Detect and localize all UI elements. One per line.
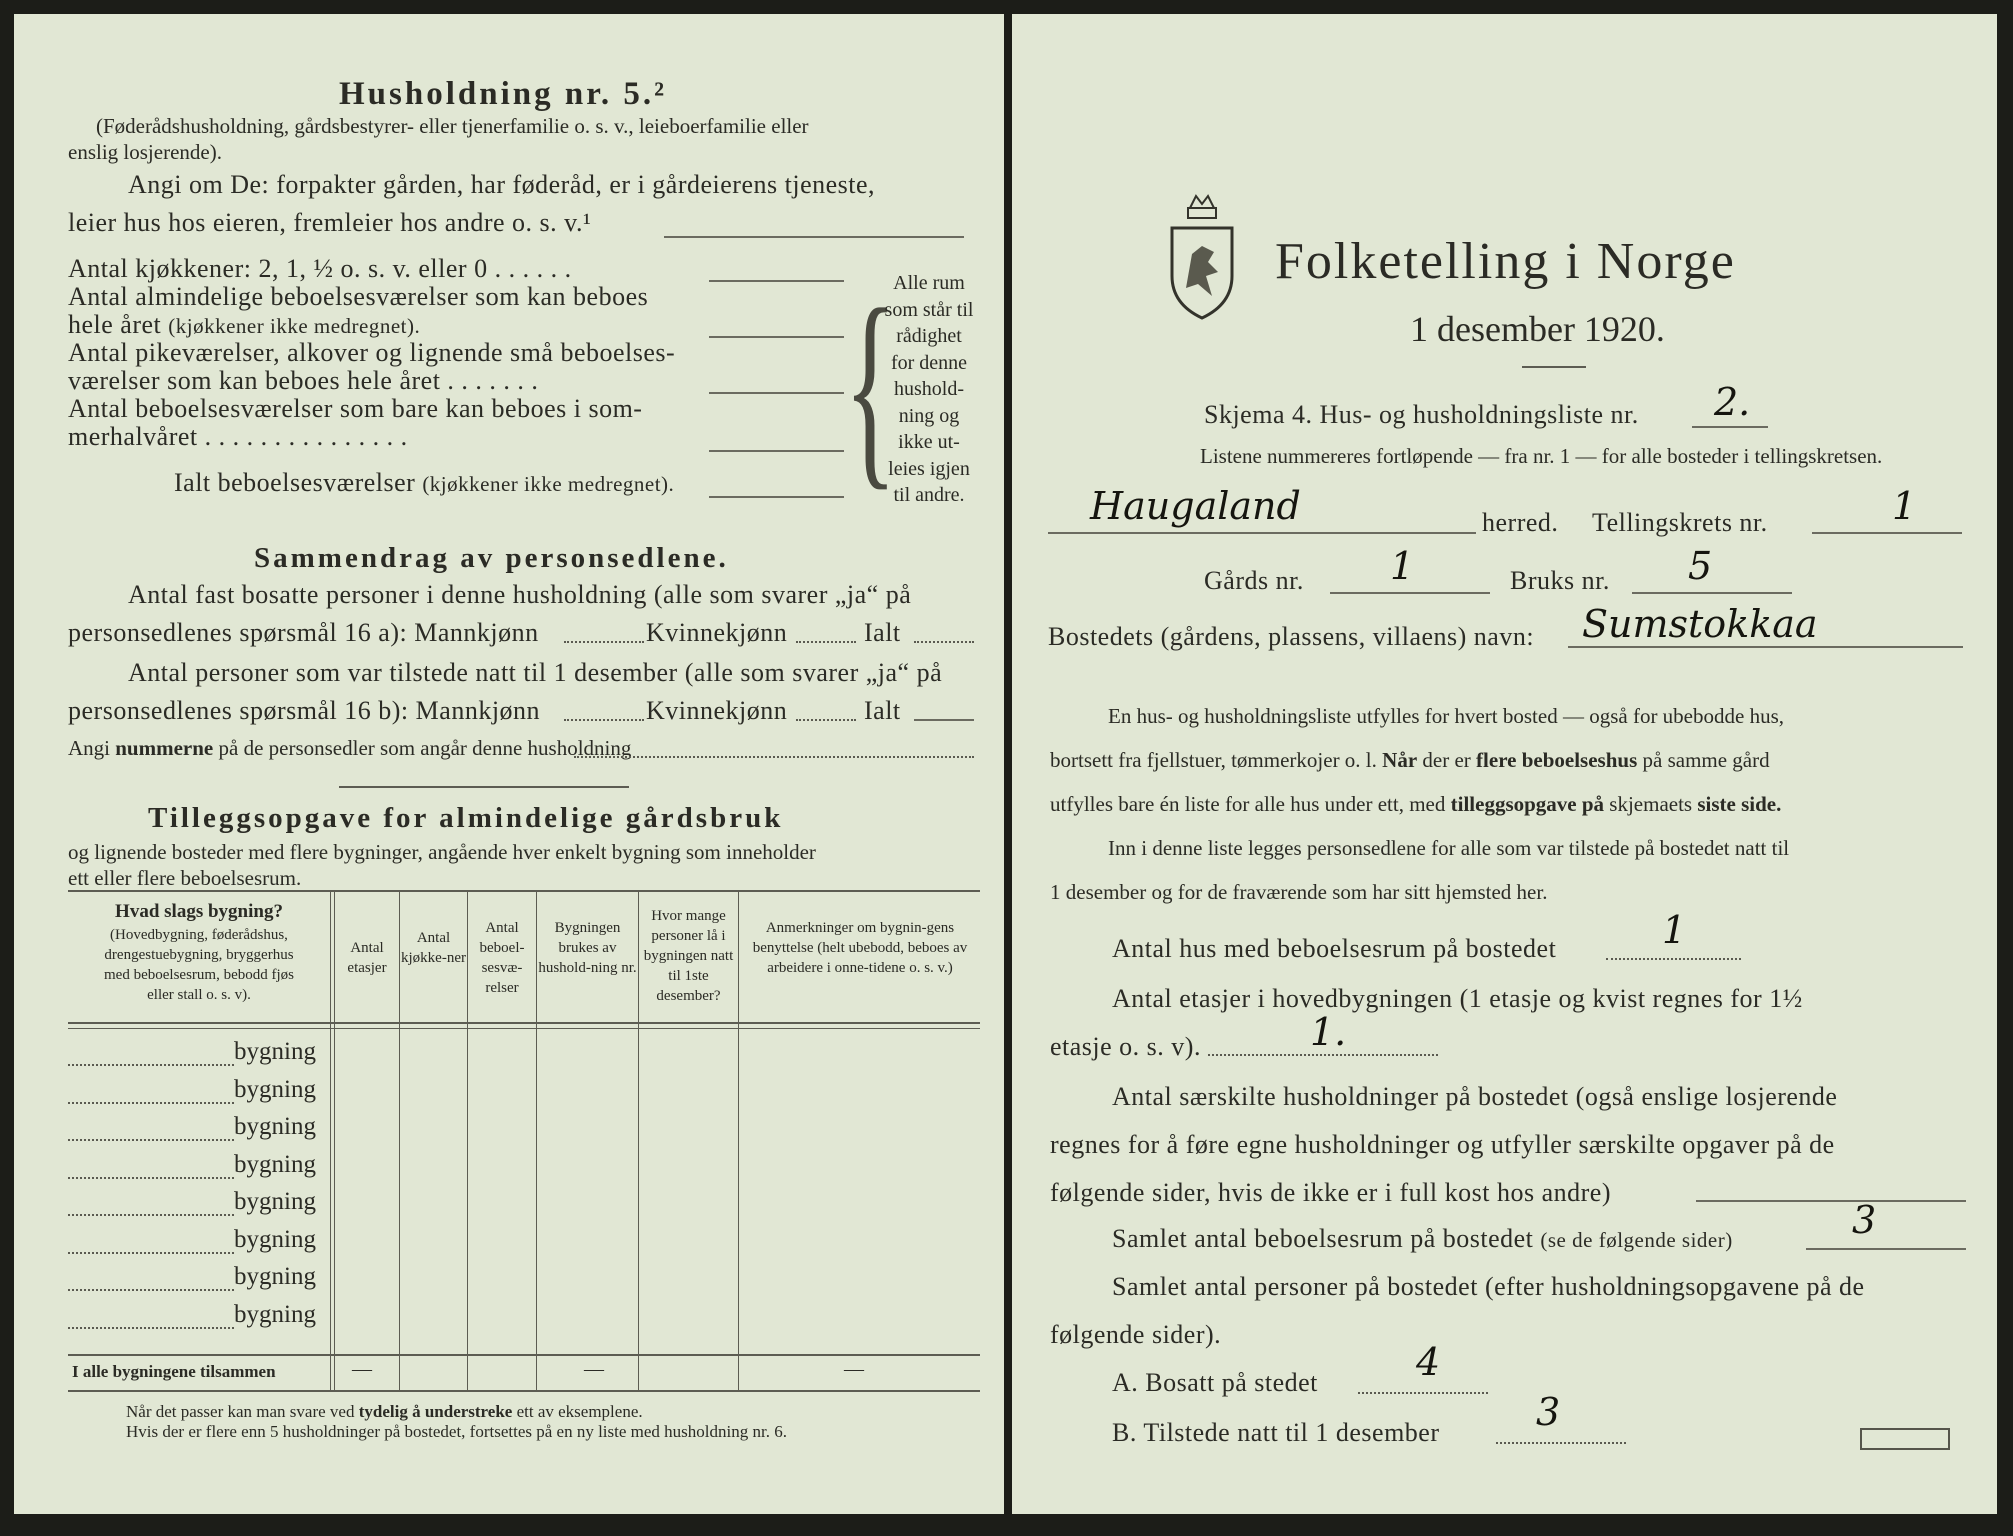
building-type-field[interactable] [68, 1214, 234, 1216]
row-label: bygning [234, 1113, 316, 1140]
pike-field[interactable] [709, 392, 844, 394]
bosted-field[interactable] [1568, 646, 1963, 648]
tilstede-label: B. Tilstede natt til 1 desember [1112, 1418, 1440, 1447]
building-type-field[interactable] [68, 1252, 234, 1254]
tilstede-kvinne-label: Kvinnekjønn [646, 696, 788, 725]
tellingskrets-value: 1 [1892, 484, 1917, 528]
brace-symbol: { [844, 264, 897, 508]
col-husholdning-header: Bygningen brukes av hushold-ning nr. [538, 920, 637, 976]
title-divider [1522, 366, 1586, 368]
row-label: bygning [234, 1075, 316, 1103]
table-bottom-rule [68, 1390, 980, 1392]
col-personer-header: Hvor mange personer lå i bygningen natt til 1ste desember? [643, 908, 734, 1004]
tillegg-title: Tilleggsopgave for almindelige gårdsbruk [148, 802, 784, 834]
fast-line-2: personsedlenes spørsmål 16 a): Mannkjønn [68, 618, 539, 647]
sommer-label-2: merhalvåret . . . . . . . . . . . . . . . [68, 422, 408, 451]
coat-of-arms-icon [1162, 192, 1242, 322]
tilstede-value: 3 [1536, 1390, 1561, 1434]
skjema-field[interactable] [1692, 426, 1768, 428]
fast-line-1: Antal fast bosatte personer i denne husholdning (alle som svarer „ja“ på [128, 580, 912, 609]
row-label: bygning [234, 1225, 316, 1253]
angi-line-2: leier hus hos eieren, fremleier hos andre o. s. v.¹ [68, 208, 592, 237]
instruction-line-5: 1 desember og for de fraværende som har sitt hjemsted her. [1050, 880, 1548, 904]
samlet-pers-label-2: følgende sider). [1050, 1320, 1222, 1349]
bosted-value: Sumstokkaa [1582, 602, 1818, 646]
main-title: Folketelling i Norge [1275, 233, 1736, 290]
kjokkener-label: Antal kjøkkener: 2, 1, ½ o. s. v. eller 0 . . . . . . [68, 254, 572, 283]
kjokkener-field[interactable] [709, 280, 844, 282]
tilstede-field[interactable] [1496, 1442, 1626, 1444]
right-page [1012, 14, 1997, 1514]
sammendrag-title: Sammendrag av personsedlene. [254, 542, 729, 574]
tellingskrets-field[interactable] [1812, 532, 1962, 534]
husholdning-note: (Føderådshusholdning, gårdsbestyrer- eller tjenerfamilie o. s. v., leieboerfamilie eller [96, 114, 809, 138]
bruks-label: Bruks nr. [1510, 566, 1610, 595]
instruction-line-1: En hus- og husholdningsliste utfylles for hvert bosted — også for ubebodde hus, [1108, 704, 1784, 728]
fast-mann-field[interactable] [564, 641, 644, 643]
tilstede-ialt-field[interactable] [914, 719, 974, 721]
table-header-rule [68, 1022, 980, 1024]
building-type-field[interactable] [68, 1064, 234, 1066]
bruks-field[interactable] [1632, 592, 1792, 594]
footer-note-2: Hvis der er flere enn 5 husholdninger på bostedet, fortsettes på en ny liste med husholdning nr. 6. [126, 1422, 787, 1441]
tillegg-note: og lignende bosteder med flere bygninger, angående hver enkelt bygning som inneholder [68, 840, 816, 864]
antal-hus-label: Antal hus med beboelsesrum på bostedet [1112, 934, 1557, 963]
building-type-field[interactable] [68, 1102, 234, 1104]
table-header-rule-2 [68, 1028, 980, 1029]
samlet-rum-value: 3 [1852, 1198, 1877, 1242]
herred-label: herred. [1482, 508, 1559, 537]
bosted-label: Bostedets (gårdens, plassens, villaens) navn: [1048, 622, 1535, 651]
building-type-field[interactable] [68, 1177, 234, 1179]
pike-label-2: værelser som kan beboes hele året . . . . . . . [68, 366, 539, 395]
total-etasjer: — [352, 1358, 372, 1380]
antal-hus-field[interactable] [1606, 958, 1741, 960]
col-etasjer-header: Antal etasjer [347, 940, 387, 976]
bosatt-label: A. Bosatt på stedet [1112, 1368, 1318, 1397]
almindelige-label-2: hele året (kjøkkener ikke medregnet). [68, 310, 421, 339]
angi-line-1: Angi om De: forpakter gården, har føderåd, er i gårdeierens tjeneste, [128, 170, 876, 199]
section-divider [339, 786, 629, 788]
row-label: bygning [234, 1263, 316, 1290]
saerskilte-field[interactable] [1696, 1200, 1966, 1202]
table-total-rule [68, 1354, 980, 1356]
sommer-label: Antal beboelsesværelser som bare kan beboes i som- [68, 394, 643, 423]
almindelige-label: Antal almindelige beboelsesværelser som kan beboes [68, 282, 649, 311]
census-date: 1 desember 1920. [1410, 309, 1665, 349]
herred-field[interactable] [1048, 532, 1476, 534]
saerskilte-label-2: regnes for å føre egne husholdninger og utfyller særskilte opgaver på de [1050, 1130, 1835, 1159]
bosatt-field[interactable] [1358, 1392, 1488, 1394]
skjema-value: 2. [1714, 380, 1751, 424]
instruction-line-4: Inn i denne liste legges personsedlene for alle som var tilstede på bostedet natt til [1108, 836, 1790, 860]
brace-note: Alle rum som står til rådighet for denne hushold- ning og ikke ut- leies igjen til andre. [884, 272, 974, 506]
gards-label: Gårds nr. [1204, 566, 1304, 595]
fast-ialt-field[interactable] [914, 641, 974, 643]
etasjer-field[interactable] [1208, 1054, 1438, 1056]
sommer-field[interactable] [709, 450, 844, 452]
tilstede-mann-field[interactable] [564, 719, 644, 721]
saerskilte-label: Antal særskilte husholdninger på bostedet (også enslige losjerende [1112, 1082, 1838, 1111]
col-anmerkninger-header: Anmerkninger om bygnin-gens benyttelse (helt ubebodd, beboes av arbeidere i onne-tidene o. s. v.) [752, 920, 968, 976]
etasjer-label: Antal etasjer i hovedbygningen (1 etasje og kvist regnes for 1½ [1112, 984, 1803, 1013]
footer-note-1: Når det passer kan man svare ved tydelig å understreke ett av eksemplene. [126, 1402, 643, 1421]
row-label: bygning [234, 1150, 316, 1178]
printer-stamp-icon [1860, 1428, 1950, 1450]
samlet-rum-label: Samlet antal beboelsesrum på bostedet (se de følgende sider) [1112, 1224, 1733, 1253]
total-husholdning: — [584, 1358, 604, 1380]
samlet-rum-field[interactable] [1806, 1248, 1966, 1250]
row-label: bygning [234, 1300, 316, 1328]
skjema-label: Skjema 4. Hus- og husholdningsliste nr. [1204, 400, 1639, 429]
tilstede-ialt-label: Ialt [864, 696, 901, 725]
tilstede-line-1: Antal personer som var tilstede natt til 1 desember (alle som svarer „ja“ på [128, 658, 943, 687]
col-beboelses-header: Antal beboel-sesvæ-relser [479, 920, 525, 996]
left-page [14, 14, 1004, 1514]
gards-field[interactable] [1330, 592, 1490, 594]
row-label: bygning [234, 1038, 316, 1065]
tillegg-note-2: ett eller flere beboelsesrum. [68, 866, 302, 890]
listene-note: Listene nummereres fortløpende — fra nr. 1 — for alle bosteder i tellingskretsen. [1200, 444, 1883, 468]
building-type-field[interactable] [68, 1289, 234, 1291]
row-label: bygning [234, 1188, 316, 1215]
fast-kvinne-field[interactable] [796, 641, 856, 643]
husholdning-note-2: enslig losjerende). [68, 140, 222, 164]
etasjer-value: 1. [1310, 1010, 1347, 1054]
samlet-pers-label: Samlet antal personer på bostedet (efter husholdningsopgavene på de [1112, 1272, 1865, 1301]
etasjer-label-2: etasje o. s. v). [1050, 1032, 1201, 1061]
saerskilte-label-3: følgende sider, hvis de ikke er i full kost hos andre) [1050, 1178, 1611, 1207]
instruction-line-3: utfylles bare én liste for alle hus under ett, med tilleggsopgave på skjemaets siste side. [1050, 792, 1782, 816]
nummerne-label: Angi nummerne på de personsedler som angår denne husholdning [68, 736, 632, 760]
col-bygning-header: Hvad slags bygning? (Hovedbygning, føderådshus, drengestuebygning, bryggerhus med beboelsesrum, bebodd fjøs eller stall o. s. v). [104, 901, 294, 1003]
building-type-field[interactable] [68, 1327, 234, 1329]
instruction-line-2: bortsett fra fjellstuer, tømmerkojer o. l. Når der er flere beboelseshus på samme gård [1050, 748, 1770, 772]
col-kjokkener-header: Antal kjøkke-ner [401, 930, 466, 966]
angi-answer-line[interactable] [664, 236, 964, 238]
bosatt-value: 4 [1416, 1340, 1441, 1384]
fast-ialt-label: Ialt [864, 618, 901, 647]
tellingskrets-label: Tellingskrets nr. [1592, 508, 1768, 537]
tilstede-kvinne-field[interactable] [796, 719, 856, 721]
table-top-rule [68, 890, 980, 892]
building-type-field[interactable] [68, 1139, 234, 1141]
bruks-value: 5 [1688, 544, 1713, 588]
pike-label: Antal pikeværelser, alkover og lignende små beboelses- [68, 338, 676, 367]
nummerne-field[interactable] [574, 756, 974, 758]
fast-kvinne-label: Kvinnekjønn [646, 618, 788, 647]
ialt-label: Ialt beboelsesværelser (kjøkkener ikke medregnet). [174, 468, 675, 497]
gards-value: 1 [1390, 544, 1415, 588]
tilstede-line-2: personsedlenes spørsmål 16 b): Mannkjønn [68, 696, 541, 725]
herred-value: Haugaland [1090, 484, 1301, 528]
husholdning-title: Husholdning nr. 5.² [339, 76, 667, 112]
almindelige-field[interactable] [709, 336, 844, 338]
total-label: I alle bygningene tilsammen [72, 1362, 276, 1381]
total-anmerkninger: — [844, 1358, 864, 1380]
ialt-field[interactable] [709, 496, 844, 498]
antal-hus-value: 1 [1662, 908, 1687, 952]
